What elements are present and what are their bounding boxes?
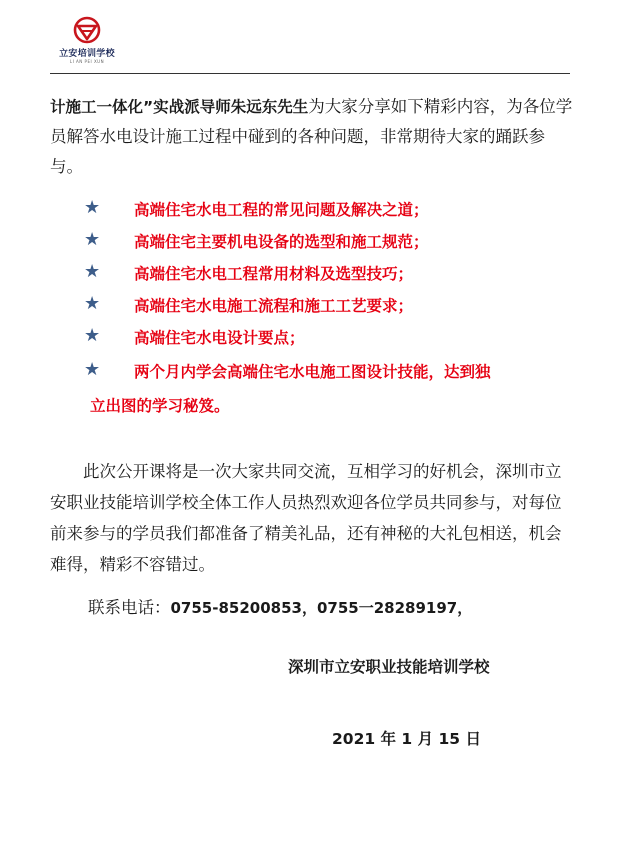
intro-paragraph xyxy=(50,92,574,182)
logo-name: 立安培训学校 xyxy=(59,49,115,59)
header-divider xyxy=(50,73,570,74)
bullet-text: 高端住宅主要机电设备的选型和施工规范； xyxy=(134,233,429,251)
star-icon: ★ xyxy=(84,197,101,218)
school-logo xyxy=(52,16,122,68)
star-icon: ★ xyxy=(84,325,101,346)
bullet-text: 两个月内学会高端住宅水电施工图设计技能，达到独 xyxy=(134,363,491,381)
star-icon: ★ xyxy=(84,293,101,314)
contact-line xyxy=(88,593,472,623)
signature: 深圳市立安职业技能培训学校 xyxy=(288,658,490,676)
bullet-text: 高端住宅水电施工流程和施工工艺要求； xyxy=(134,297,414,315)
bullet-text: 高端住宅水电工程的常见问题及解决之道； xyxy=(134,201,429,219)
body-paragraph: 此次公开课将是一次大家共同交流，互相学习的好机会，深圳市立安职业技能培训学校全体工作人员热烈欢迎各位学员共同参与，对每位前来参与的学员我们都准备了精美礼品，还有神秘的大礼包相送，机会难得，精彩不容错过。 xyxy=(50,462,562,574)
logo-subtitle: LI AN PEI XUN xyxy=(69,59,105,64)
bullet-text: 高端住宅水电工程常用材料及选型技巧； xyxy=(134,265,414,283)
contact-phone-numbers: 0755-85200853，0755一28289197， xyxy=(170,599,473,617)
star-icon: ★ xyxy=(84,261,101,282)
bullet-text: 高端住宅水电设计要点； xyxy=(134,329,305,347)
star-icon: ★ xyxy=(84,359,101,380)
intro-bold-text: 计施工一体化”实战派导师朱远东先生 xyxy=(50,98,309,116)
contact-label: 联系电话： xyxy=(88,598,171,617)
document-date: 2021 年 1 月 15 日 xyxy=(332,730,481,748)
intro-text: 为大家分享如下精彩内容，为各位学员解答水电设计施工过程中碰到的各种问题，非常期待大家的踊跃参与。 xyxy=(50,97,573,176)
star-icon: ★ xyxy=(84,229,101,250)
logo-emblem-icon xyxy=(68,16,106,46)
bullet-text-continuation: 立出图的学习秘笈。 xyxy=(90,397,230,415)
